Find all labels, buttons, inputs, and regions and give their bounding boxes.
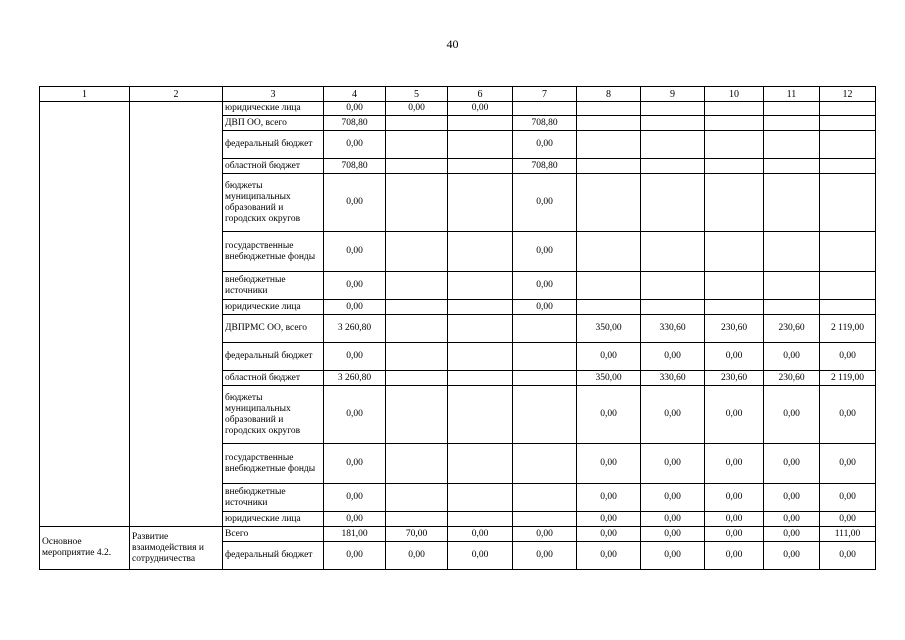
value-cell: 708,80 (324, 159, 386, 174)
value-cell (764, 131, 820, 159)
value-cell: 0,00 (764, 512, 820, 527)
value-cell: 708,80 (324, 116, 386, 131)
value-cell (641, 102, 705, 116)
value-cell (577, 300, 641, 315)
value-cell (641, 159, 705, 174)
value-cell (513, 512, 577, 527)
value-cell: 0,00 (705, 343, 764, 371)
value-cell (448, 343, 513, 371)
value-cell (386, 116, 448, 131)
value-cell: 230,60 (764, 371, 820, 386)
value-cell (820, 102, 876, 116)
column-header: 10 (705, 87, 764, 102)
value-cell (641, 300, 705, 315)
value-cell: 0,00 (577, 542, 641, 570)
value-cell: 181,00 (324, 527, 386, 542)
value-cell: 3 260,80 (324, 371, 386, 386)
funding-source-cell: федеральный бюджет (223, 131, 324, 159)
column-header: 11 (764, 87, 820, 102)
value-cell (386, 174, 448, 232)
value-cell (448, 371, 513, 386)
value-cell: 0,00 (705, 542, 764, 570)
value-cell: 708,80 (513, 116, 577, 131)
value-cell: 0,00 (324, 542, 386, 570)
value-cell (705, 102, 764, 116)
value-cell: 0,00 (513, 174, 577, 232)
funding-source-cell: внебюджетные источники (223, 484, 324, 512)
value-cell: 0,00 (513, 542, 577, 570)
value-cell: 0,00 (641, 512, 705, 527)
value-cell: 0,00 (641, 444, 705, 484)
value-cell: 0,00 (641, 527, 705, 542)
value-cell (820, 272, 876, 300)
value-cell: 0,00 (577, 512, 641, 527)
value-cell (705, 159, 764, 174)
value-cell: 0,00 (324, 484, 386, 512)
value-cell (386, 232, 448, 272)
value-cell: 0,00 (324, 444, 386, 484)
value-cell: 0,00 (705, 386, 764, 444)
funding-source-cell: федеральный бюджет (223, 542, 324, 570)
funding-source-cell: юридические лица (223, 300, 324, 315)
value-cell: 0,00 (641, 542, 705, 570)
value-cell (577, 102, 641, 116)
value-cell: 0,00 (705, 444, 764, 484)
table-body (40, 102, 876, 570)
value-cell (513, 386, 577, 444)
event-description-cell: Развитие взаимодействия и сотрудничества (130, 527, 223, 570)
value-cell (820, 131, 876, 159)
value-cell (764, 272, 820, 300)
column-header: 12 (820, 87, 876, 102)
column-header: 5 (386, 87, 448, 102)
value-cell (513, 484, 577, 512)
value-cell: 0,00 (324, 232, 386, 272)
value-cell (764, 102, 820, 116)
value-cell (386, 512, 448, 527)
value-cell (577, 159, 641, 174)
column-header: 1 (40, 87, 130, 102)
value-cell (820, 116, 876, 131)
value-cell (386, 371, 448, 386)
value-cell: 0,00 (513, 232, 577, 272)
column-header: 3 (223, 87, 324, 102)
value-cell (448, 315, 513, 343)
value-cell: 230,60 (764, 315, 820, 343)
column-header: 9 (641, 87, 705, 102)
value-cell: 0,00 (324, 131, 386, 159)
table-row (40, 102, 876, 116)
value-cell: 0,00 (577, 343, 641, 371)
value-cell (577, 116, 641, 131)
value-cell: 0,00 (448, 102, 513, 116)
value-cell: 0,00 (324, 174, 386, 232)
event-name-cell: Основное мероприятие 4.2. (40, 527, 130, 570)
value-cell (386, 386, 448, 444)
funding-source-cell: государственные внебюджетные фонды (223, 232, 324, 272)
column-header: 7 (513, 87, 577, 102)
value-cell (577, 232, 641, 272)
value-cell: 0,00 (577, 386, 641, 444)
value-cell: 0,00 (764, 542, 820, 570)
value-cell: 350,00 (577, 371, 641, 386)
funding-source-cell: бюджеты муниципальных образований и городских округов (223, 174, 324, 232)
value-cell: 0,00 (820, 512, 876, 527)
value-cell (764, 116, 820, 131)
value-cell: 3 260,80 (324, 315, 386, 343)
value-cell (641, 232, 705, 272)
value-cell: 708,80 (513, 159, 577, 174)
value-cell: 0,00 (324, 343, 386, 371)
value-cell: 330,60 (641, 371, 705, 386)
funding-source-cell: федеральный бюджет (223, 343, 324, 371)
value-cell (513, 343, 577, 371)
value-cell (820, 300, 876, 315)
value-cell (577, 272, 641, 300)
value-cell: 0,00 (705, 527, 764, 542)
value-cell (764, 232, 820, 272)
value-cell: 0,00 (324, 386, 386, 444)
column-header: 6 (448, 87, 513, 102)
value-cell: 0,00 (386, 102, 448, 116)
value-cell (764, 159, 820, 174)
header-row (40, 87, 876, 102)
value-cell: 0,00 (820, 484, 876, 512)
value-cell: 0,00 (324, 272, 386, 300)
value-cell: 0,00 (641, 484, 705, 512)
value-cell: 0,00 (513, 272, 577, 300)
value-cell (577, 174, 641, 232)
value-cell (705, 116, 764, 131)
value-cell: 0,00 (764, 444, 820, 484)
value-cell (448, 386, 513, 444)
value-cell: 0,00 (324, 300, 386, 315)
value-cell: 350,00 (577, 315, 641, 343)
value-cell (705, 300, 764, 315)
value-cell (641, 116, 705, 131)
value-cell: 0,00 (324, 102, 386, 116)
value-cell: 70,00 (386, 527, 448, 542)
value-cell (386, 300, 448, 315)
value-cell: 0,00 (641, 386, 705, 444)
page-number: 40 (446, 37, 459, 51)
funding-source-cell: бюджеты муниципальных образований и городских округов (223, 386, 324, 444)
value-cell (641, 131, 705, 159)
funding-source-cell: областной бюджет (223, 159, 324, 174)
value-cell: 0,00 (324, 512, 386, 527)
value-cell (820, 159, 876, 174)
value-cell: 0,00 (705, 512, 764, 527)
column-header: 2 (130, 87, 223, 102)
value-cell (513, 371, 577, 386)
value-cell: 2 119,00 (820, 371, 876, 386)
value-cell: 230,60 (705, 371, 764, 386)
value-cell (386, 131, 448, 159)
value-cell (513, 315, 577, 343)
value-cell (513, 102, 577, 116)
value-cell: 0,00 (513, 527, 577, 542)
value-cell (577, 131, 641, 159)
value-cell (448, 131, 513, 159)
value-cell: 0,00 (577, 527, 641, 542)
column-header: 8 (577, 87, 641, 102)
value-cell (386, 315, 448, 343)
value-cell: 0,00 (448, 527, 513, 542)
value-cell (641, 272, 705, 300)
value-cell: 0,00 (577, 484, 641, 512)
value-cell (705, 131, 764, 159)
funding-source-cell: областной бюджет (223, 371, 324, 386)
value-cell (386, 484, 448, 512)
value-cell (448, 444, 513, 484)
table-row (40, 527, 876, 542)
event-name-cell (40, 102, 130, 527)
value-cell: 0,00 (764, 386, 820, 444)
value-cell (820, 174, 876, 232)
funding-source-cell: Всего (223, 527, 324, 542)
value-cell: 111,00 (820, 527, 876, 542)
value-cell (386, 159, 448, 174)
value-cell: 0,00 (577, 444, 641, 484)
value-cell (820, 232, 876, 272)
value-cell: 0,00 (820, 542, 876, 570)
value-cell (705, 174, 764, 232)
value-cell: 0,00 (386, 542, 448, 570)
value-cell (386, 343, 448, 371)
value-cell: 0,00 (764, 484, 820, 512)
value-cell (705, 232, 764, 272)
value-cell: 0,00 (764, 527, 820, 542)
value-cell (448, 159, 513, 174)
value-cell (448, 512, 513, 527)
value-cell (513, 444, 577, 484)
funding-source-cell: юридические лица (223, 512, 324, 527)
value-cell (386, 444, 448, 484)
funding-source-cell: юридические лица (223, 102, 324, 116)
value-cell (641, 174, 705, 232)
value-cell: 230,60 (705, 315, 764, 343)
value-cell: 0,00 (448, 542, 513, 570)
funding-source-cell: государственные внебюджетные фонды (223, 444, 324, 484)
value-cell (448, 232, 513, 272)
value-cell (764, 300, 820, 315)
value-cell: 0,00 (820, 343, 876, 371)
funding-source-cell: внебюджетные источники (223, 272, 324, 300)
value-cell: 0,00 (820, 444, 876, 484)
funding-source-cell: ДВП ОО, всего (223, 116, 324, 131)
value-cell (448, 300, 513, 315)
value-cell: 0,00 (513, 131, 577, 159)
funding-source-cell: ДВПРМС ОО, всего (223, 315, 324, 343)
value-cell: 0,00 (820, 386, 876, 444)
value-cell (448, 116, 513, 131)
value-cell (448, 272, 513, 300)
value-cell: 0,00 (641, 343, 705, 371)
value-cell: 2 119,00 (820, 315, 876, 343)
value-cell: 0,00 (513, 300, 577, 315)
value-cell: 330,60 (641, 315, 705, 343)
value-cell (448, 174, 513, 232)
value-cell: 0,00 (705, 484, 764, 512)
column-header: 4 (324, 87, 386, 102)
value-cell: 0,00 (764, 343, 820, 371)
event-description-cell (130, 102, 223, 527)
value-cell (705, 272, 764, 300)
value-cell (448, 484, 513, 512)
budget-table (39, 86, 876, 570)
value-cell (386, 272, 448, 300)
value-cell (764, 174, 820, 232)
